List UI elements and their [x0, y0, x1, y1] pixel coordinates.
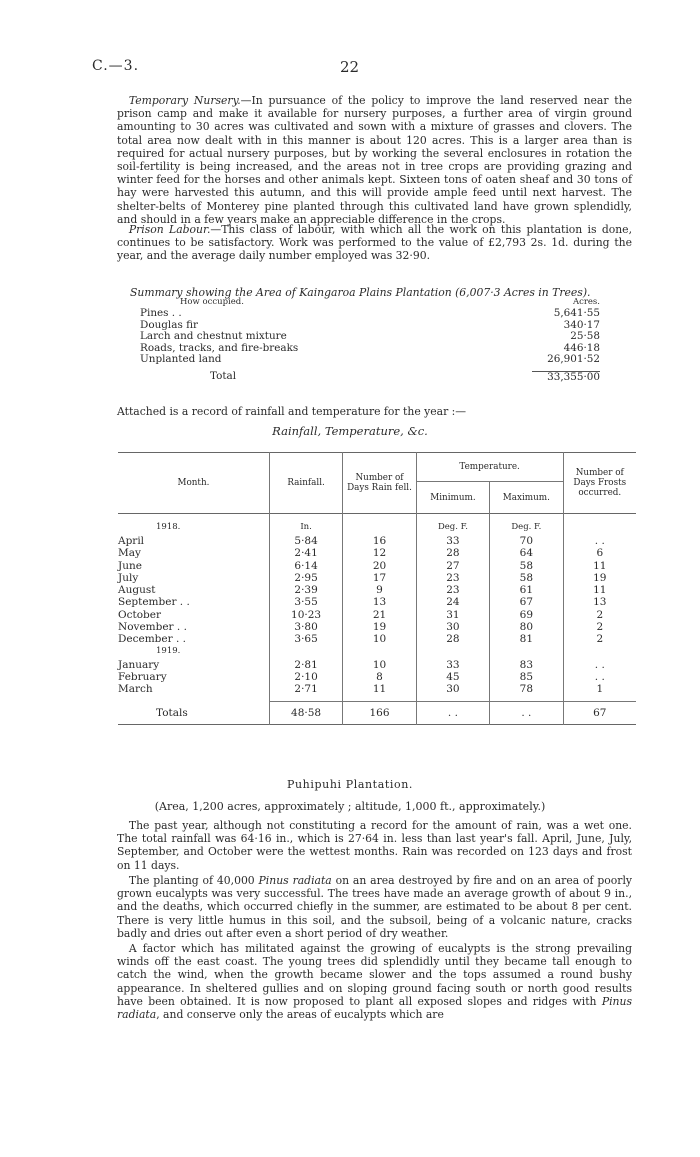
cell-rain: 2·71 — [269, 683, 342, 695]
summary-total-value: 33,355·00 — [532, 371, 600, 382]
summary-row-value: 26,901·52 — [547, 352, 600, 365]
totals-min: . . — [416, 702, 489, 725]
cell-days: 20 — [343, 560, 416, 572]
cell-rain: 10·23 — [269, 609, 342, 621]
cell-month: February — [118, 670, 167, 683]
cell-frost: 2 — [563, 621, 636, 633]
table-row — [118, 535, 636, 547]
summary-title: Summary showing the Area of Kaingaroa Plains Plantation (6,007·3 Acres in Trees). — [130, 286, 591, 299]
cell-month: May — [118, 547, 141, 560]
cell-month: December . . — [118, 633, 186, 646]
table-row — [118, 547, 636, 559]
table-row — [118, 659, 636, 671]
summary-total-label: Total — [210, 371, 237, 383]
rainfall-table — [118, 452, 636, 725]
cell-min: 28 — [416, 547, 489, 559]
cell-min: 28 — [416, 633, 489, 645]
prison-heading: Prison Labour. — [128, 223, 211, 236]
cell-month: March — [118, 683, 153, 696]
cell-max: 61 — [490, 584, 563, 596]
summary-row-value: 446·18 — [563, 341, 600, 354]
col-rainfall: Rainfall. — [269, 453, 342, 514]
cell-min: 33 — [416, 659, 489, 671]
cell-days: 21 — [343, 609, 416, 621]
puhipuhi-para-3 — [117, 942, 632, 1021]
cell-max: 85 — [490, 671, 563, 683]
cell-frost: 6 — [563, 547, 636, 559]
report-code: C.—3. — [92, 58, 140, 74]
col-min: Minimum. — [416, 482, 489, 514]
cell-max: 58 — [490, 572, 563, 584]
cell-rain: 2·10 — [269, 671, 342, 683]
cell-rain: 6·14 — [269, 560, 342, 572]
puhipuhi-text-3a: A factor which has militated against the growing of eucalypts is the strong prevailing winds off the east coast. The young trees did splendidly until they became tall enough to catch the wind, when the growth became slower and the tops assumed a round bushy appearance. In sheltered gullies and on sloping ground facing south or north good results have been obtained. It is now proposed to plant all exposed slopes and ridges with — [117, 942, 632, 1008]
puhipuhi-text-3b: , and conserve only the areas of eucalypts which are — [156, 1008, 444, 1022]
col-frosts: Number of Days Frosts occurred. — [563, 453, 636, 514]
table-row — [118, 584, 636, 596]
table-row — [118, 633, 636, 645]
table-row — [118, 671, 636, 683]
cell-frost: 2 — [563, 609, 636, 621]
cell-min: 27 — [416, 560, 489, 572]
cell-rain: 2·81 — [269, 659, 342, 671]
cell-frost: . . — [563, 535, 636, 547]
cell-min: 30 — [416, 683, 489, 695]
cell-days: 11 — [343, 683, 416, 695]
table-row — [118, 572, 636, 584]
year-row — [118, 522, 636, 535]
cell-frost: 1 — [563, 683, 636, 695]
cell-min: 31 — [416, 609, 489, 621]
cell-month: August — [118, 584, 156, 597]
cell-month: October — [118, 608, 161, 621]
totals-max: . . — [490, 702, 563, 725]
summary-row-label: Douglas fir — [140, 319, 198, 331]
cell-days: 10 — [343, 659, 416, 671]
summary-row — [140, 354, 600, 365]
totals-label: Totals — [156, 706, 188, 719]
totals-rain: 48·58 — [269, 702, 342, 725]
table-row — [118, 621, 636, 633]
puhipuhi-para-1 — [117, 819, 632, 872]
summary-table — [140, 297, 600, 383]
table-row — [118, 560, 636, 572]
cell-rain: 3·65 — [269, 633, 342, 645]
cell-frost: 2 — [563, 633, 636, 645]
cell-month: June — [118, 559, 142, 572]
cell-days: 9 — [343, 584, 416, 596]
totals-row — [118, 702, 636, 725]
prison-text: —This class of labour, with which all the work on this plantation is done, continues to be satisfactory. Work was performed to the value of £2,793 2s. 1d. during the year, and the average daily number employed was 32·90. — [117, 223, 633, 263]
prison-paragraph — [117, 223, 632, 263]
puhipuhi-text-2a: The planting of 40,000 — [128, 874, 259, 887]
cell-frost: 13 — [563, 596, 636, 608]
cell-month: April — [118, 535, 145, 547]
cell-max: 70 — [490, 535, 563, 547]
summary-row-value: 25·58 — [570, 330, 600, 343]
unit-max: Deg. F. — [490, 522, 563, 535]
cell-min: 24 — [416, 596, 489, 608]
nursery-heading: Temporary Nursery. — [128, 94, 241, 107]
cell-rain: 2·95 — [269, 572, 342, 584]
summary-row — [140, 331, 600, 342]
cell-rain: 3·80 — [269, 621, 342, 633]
puhipuhi-text-2b: on an area destroyed by fire and on an area of poorly grown eucalypts was very successful. The trees have made an average growth of about 9 in., and the deaths, which occurred chiefly in the summer, are estimated to be about 8 per cent. There is very little humus in this soil, and the subsoil, being of a volcanic nature, cracks badly and dries out after even a short period of dry weather. — [117, 874, 632, 940]
cell-rain: 2·41 — [269, 547, 342, 559]
unit-min: Deg. F. — [416, 522, 489, 535]
cell-max: 67 — [490, 596, 563, 608]
col-max: Maximum. — [490, 482, 563, 514]
puhipuhi-text-3em: Pinus radiata — [117, 994, 632, 1022]
cell-rain: 2·39 — [269, 584, 342, 596]
cell-rain: 3·55 — [269, 596, 342, 608]
puhipuhi-text-2em: Pinus radiata — [258, 874, 332, 887]
cell-frost: 19 — [563, 572, 636, 584]
page-number: 22 — [340, 58, 360, 76]
cell-frost: 11 — [563, 560, 636, 572]
cell-max: 81 — [490, 633, 563, 645]
cell-max: 64 — [490, 547, 563, 559]
cell-days: 8 — [343, 671, 416, 683]
summary-row-value: 340·17 — [563, 318, 600, 331]
summary-row-label: Larch and chestnut mixture — [140, 331, 287, 343]
year-1919: 1919. — [156, 645, 181, 656]
nursery-paragraph — [117, 94, 632, 226]
cell-frost: 11 — [563, 584, 636, 596]
puhipuhi-para-2 — [117, 874, 632, 940]
summary-row — [140, 320, 600, 331]
cell-min: 33 — [416, 535, 489, 547]
cell-days: 12 — [343, 547, 416, 559]
cell-max: 58 — [490, 560, 563, 572]
cell-month: January — [118, 658, 160, 671]
summary-row-label: Roads, tracks, and fire-breaks — [140, 342, 299, 354]
cell-max: 69 — [490, 609, 563, 621]
cell-days: 10 — [343, 633, 416, 645]
unit-rain — [269, 646, 342, 659]
cell-min: 45 — [416, 671, 489, 683]
puhipuhi-subtitle: (Area, 1,200 acres, approximately ; altitude, 1,000 ft., approximately.) — [154, 800, 546, 813]
summary-col-value: Acres. — [572, 297, 600, 307]
summary-row-label: Pines . . — [140, 308, 182, 320]
table-row — [118, 609, 636, 621]
totals-days: 166 — [343, 702, 416, 725]
cell-min: 30 — [416, 621, 489, 633]
summary-col-label: How occupied. — [180, 297, 244, 307]
cell-days: 16 — [343, 535, 416, 547]
cell-max: 80 — [490, 621, 563, 633]
cell-max: 78 — [490, 683, 563, 695]
cell-min: 23 — [416, 584, 489, 596]
cell-days: 17 — [343, 572, 416, 584]
table-row — [118, 683, 636, 695]
summary-row-value: 5,641·55 — [553, 307, 600, 320]
cell-days: 19 — [343, 621, 416, 633]
unit-min — [416, 646, 489, 659]
unit-max — [490, 646, 563, 659]
summary-row — [140, 343, 600, 354]
rain-table-title: Rainfall, Temperature, &c. — [272, 424, 428, 438]
cell-rain: 5·84 — [269, 535, 342, 547]
cell-days: 13 — [343, 596, 416, 608]
cell-min: 23 — [416, 572, 489, 584]
cell-month: November . . — [118, 621, 187, 634]
year-row — [118, 646, 636, 659]
cell-month: September . . — [118, 596, 190, 609]
summary-row — [140, 308, 600, 319]
cell-max: 83 — [490, 659, 563, 671]
puhipuhi-text-1: The past year, although not constituting a record for the amount of rain, was a wet one. The total rainfall was 64·16 in., which is 27·64 in. less than last year's fall. April, June, July, September, and October were the wettest months. Rain was recorded on 123 days and frost on 11 days. — [117, 819, 632, 872]
totals-frost: 67 — [563, 702, 636, 725]
cell-frost: . . — [563, 671, 636, 683]
nursery-text: —In pursuance of the policy to improve the land reserved near the prison camp and make it available for nursery purposes, a further area of virgin ground amounting to 30 acres was cultivated and sown with a mixture of grasses and clovers. The total area now dealt with in this manner is about 120 acres. This is a larger area than is required for actual nursery purposes, but by working the several enclosures in rotation the soil-fertility is being increased, and the areas not in tree crops are providing grazing and winter feed for the horses and other animals kept. Sixteen tons of oaten sheaf and 30 tons of hay were harvested this autumn, and this will provide ample feed until next harvest. The shelter-belts of Monterey pine planted through this cultivated land have grown splendidly, and should in a few years make an appreciable difference in the crops. — [117, 94, 632, 226]
col-days: Number of Days Rain fell. — [343, 453, 416, 514]
table-row — [118, 596, 636, 608]
col-temperature: Temperature. — [416, 453, 563, 482]
summary-row-label: Unplanted land — [140, 353, 222, 365]
unit-rain: In. — [269, 522, 342, 535]
attached-line: Attached is a record of rainfall and temperature for the year :— — [117, 405, 467, 418]
puhipuhi-title: Puhipuhi Plantation. — [287, 778, 413, 791]
year-1918: 1918. — [156, 522, 181, 532]
cell-frost: . . — [563, 659, 636, 671]
col-month: Month. — [177, 478, 210, 488]
cell-month: July — [118, 571, 139, 584]
